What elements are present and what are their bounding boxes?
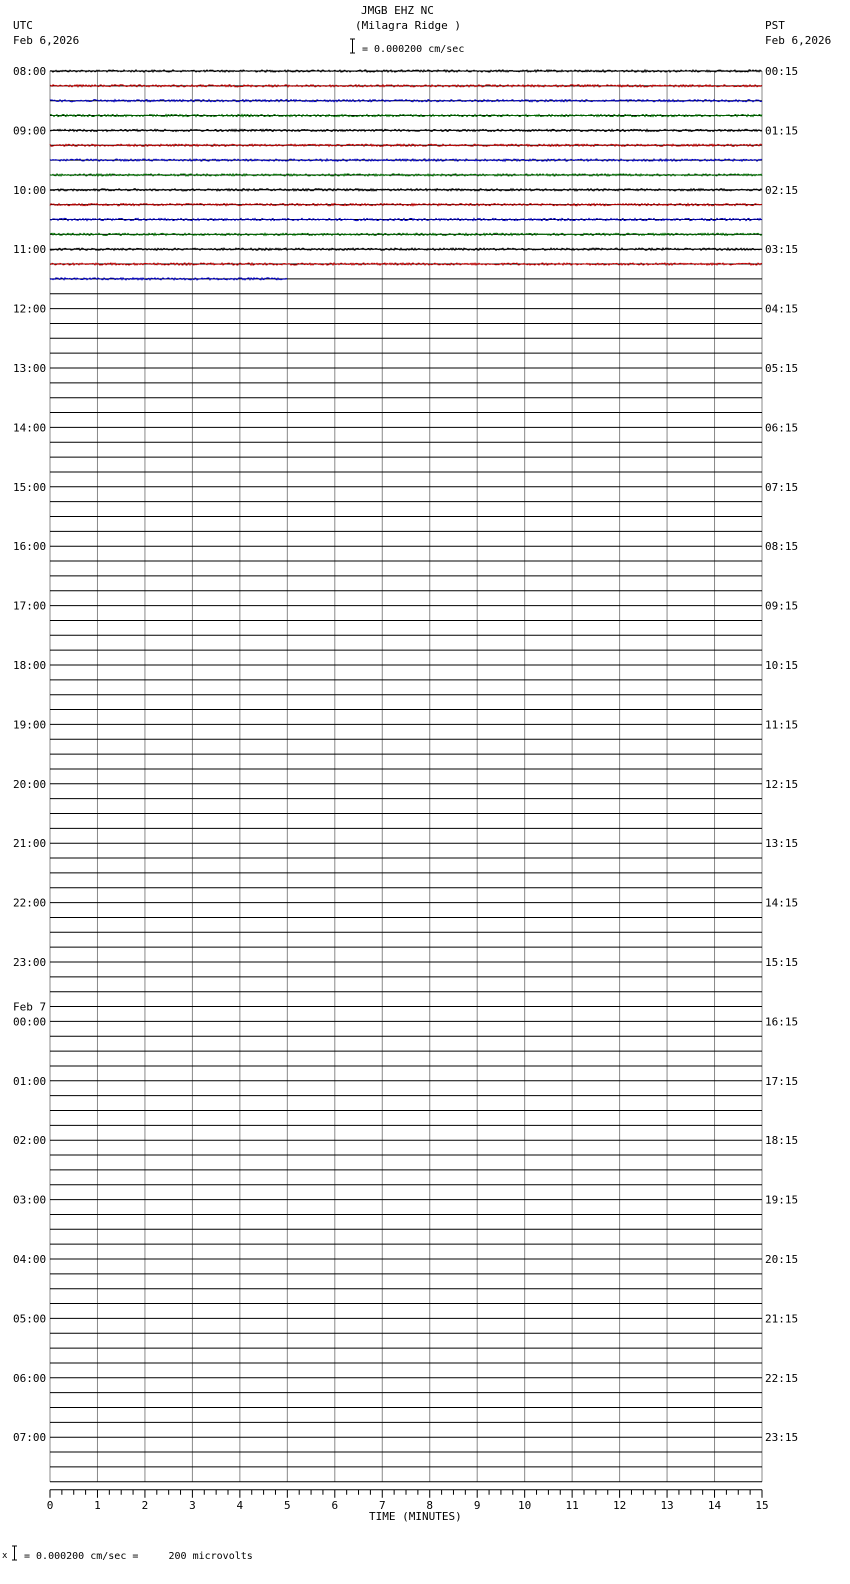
utc-hour-label: 17:00	[13, 599, 47, 613]
utc-hour-label: 00:00	[13, 1015, 47, 1029]
x-tick-label: 0	[46, 1498, 54, 1512]
utc-hour-label: 16:00	[13, 540, 47, 554]
pst-hour-label: 05:15	[765, 362, 799, 375]
utc-hour-label: 08:00	[13, 65, 47, 78]
utc-hour-label: 18:00	[13, 659, 47, 672]
x-tick-label: 8	[426, 1498, 434, 1512]
header-station: JMGB EHZ NC	[361, 4, 434, 17]
x-tick-label: 6	[331, 1498, 339, 1512]
pst-hour-label: 20:15	[765, 1253, 799, 1266]
pst-hour-label: 15:15	[765, 956, 799, 969]
utc-hour-label: 04:00	[13, 1253, 47, 1266]
left-date: Feb 6,2026	[13, 34, 80, 47]
utc-hour-label: 11:00	[13, 243, 47, 257]
x-tick-label: 15	[755, 1498, 769, 1512]
utc-hour-label: 10:00	[13, 183, 47, 197]
pst-hour-label: 01:15	[765, 124, 799, 138]
seismic-trace	[50, 233, 762, 235]
pst-hour-label: 21:15	[765, 1312, 799, 1326]
seismic-trace	[50, 70, 762, 72]
utc-hour-label: 01:00	[13, 1074, 47, 1088]
pst-hour-label: 04:15	[765, 302, 799, 316]
pst-hour-label: 13:15	[765, 837, 799, 851]
right-date: Feb 6,2026	[765, 34, 832, 47]
utc-hour-label: 23:00	[13, 956, 47, 969]
footer-marker: x	[2, 1551, 8, 1561]
x-tick-label: 13	[660, 1498, 674, 1512]
pst-hour-label: 06:15	[765, 421, 799, 435]
pst-hour-label: 12:15	[765, 777, 799, 791]
utc-hour-label: 07:00	[13, 1431, 47, 1445]
seismic-trace	[50, 129, 762, 131]
x-tick-label: 11	[565, 1498, 579, 1512]
utc-hour-label: 02:00	[13, 1134, 47, 1148]
pst-hour-label: 08:15	[765, 540, 799, 554]
utc-hour-label: 03:00	[13, 1193, 47, 1207]
utc-hour-label: 19:00	[13, 718, 47, 732]
pst-hour-label: 02:15	[765, 183, 799, 197]
x-tick-label: 9	[473, 1498, 481, 1512]
pst-hour-label: 07:15	[765, 480, 799, 494]
pst-hour-label: 18:15	[765, 1134, 799, 1148]
pst-hour-label: 16:15	[765, 1015, 799, 1029]
seismic-trace	[50, 204, 762, 206]
pst-hour-label: 11:15	[765, 718, 799, 732]
x-tick-label: 2	[141, 1498, 149, 1512]
x-axis-label: TIME (MINUTES)	[369, 1510, 462, 1523]
footer-scale-icon	[11, 1545, 18, 1561]
seismic-trace	[50, 159, 762, 161]
left-timezone: UTC	[13, 19, 33, 32]
x-tick-label: 4	[236, 1498, 244, 1512]
date-change-label: Feb 7	[13, 1000, 47, 1014]
footer-scale-text: = 0.000200 cm/sec = 200 microvolts	[24, 1551, 253, 1562]
x-tick-label: 1	[94, 1498, 101, 1512]
pst-hour-label: 09:15	[765, 599, 799, 613]
utc-hour-label: 13:00	[13, 362, 47, 375]
utc-hour-label: 14:00	[13, 421, 47, 435]
seismic-trace	[50, 115, 762, 117]
pst-hour-label: 23:15	[765, 1431, 799, 1445]
utc-hour-label: 21:00	[13, 837, 47, 851]
utc-hour-label: 20:00	[13, 777, 47, 791]
pst-hour-label: 03:15	[765, 243, 799, 257]
x-tick-label: 14	[707, 1498, 722, 1512]
pst-hour-label: 19:15	[765, 1193, 799, 1207]
utc-hour-label: 09:00	[13, 124, 47, 138]
pst-hour-label: 10:15	[765, 659, 799, 672]
x-tick-label: 5	[284, 1498, 291, 1512]
pst-hour-label: 17:15	[765, 1074, 799, 1088]
utc-hour-label: 15:00	[13, 480, 47, 494]
x-tick-label: 12	[612, 1498, 627, 1512]
seismic-trace	[50, 189, 762, 191]
pst-hour-label: 14:15	[765, 896, 799, 910]
header-scale-text: = 0.000200 cm/sec	[362, 44, 465, 55]
utc-hour-label: 06:00	[13, 1371, 47, 1385]
utc-hour-label: 05:00	[13, 1312, 47, 1326]
header-site: (Milagra Ridge )	[355, 19, 461, 32]
x-tick-label: 10	[518, 1498, 532, 1512]
pst-hour-label: 00:15	[765, 65, 799, 78]
x-tick-label: 3	[189, 1498, 196, 1512]
x-tick-label: 7	[378, 1498, 386, 1512]
utc-hour-label: 22:00	[13, 896, 47, 910]
right-timezone: PST	[765, 19, 785, 32]
pst-hour-label: 22:15	[765, 1371, 799, 1385]
utc-hour-label: 12:00	[13, 302, 47, 316]
